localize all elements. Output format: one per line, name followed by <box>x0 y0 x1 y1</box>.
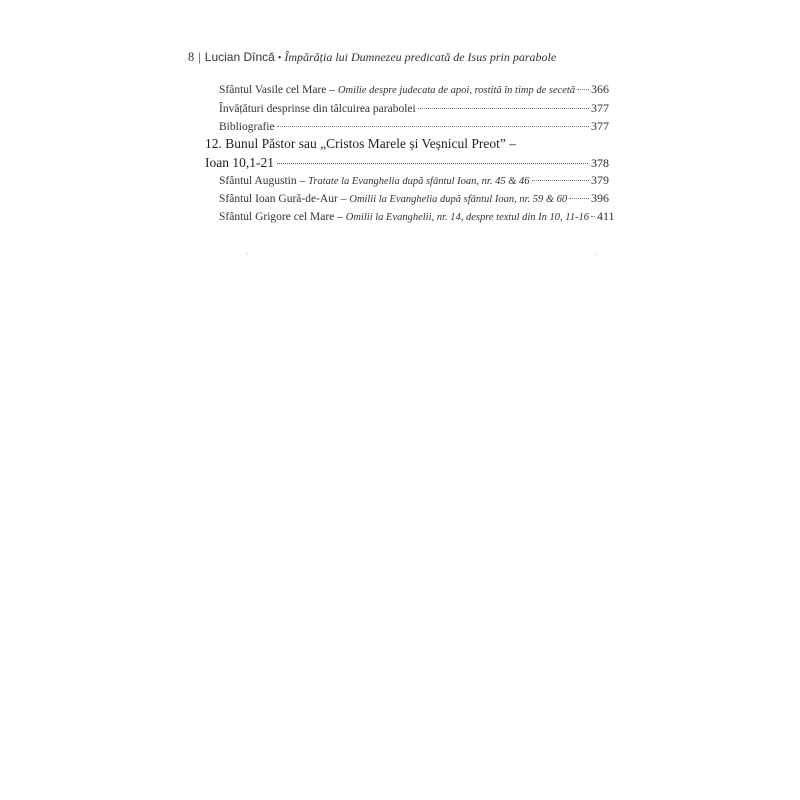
toc-entry-text <box>219 175 530 187</box>
toc-entry-author: Bibliografie <box>219 121 275 133</box>
toc-entry-work: Omilie despre judecata de apoi, rostită în timp de secetă <box>337 85 576 96</box>
toc-entry <box>219 173 609 188</box>
chapter-page: 378 <box>591 156 609 170</box>
header-divider: | <box>198 50 201 64</box>
chapter-title: 12. Bunul Păstor sau „Cristos Marele și Veșnicul Preot” – <box>205 136 516 151</box>
toc-entry-page: 377 <box>591 119 609 133</box>
toc-entry-page: 396 <box>591 191 609 205</box>
toc-entry-text <box>219 211 589 223</box>
toc-entry-text <box>219 103 416 115</box>
toc-entry-text <box>219 193 567 205</box>
print-artifact-mark: ˛ <box>246 246 249 255</box>
toc-entry <box>219 119 609 134</box>
toc-entry <box>219 101 609 116</box>
toc-entry-page: 366 <box>591 82 609 96</box>
dot-leader <box>532 180 589 181</box>
toc-entry <box>219 209 615 224</box>
toc-entry-work: Omilii la Evanghelia după sfântul Ioan, nr. 59 & 60 <box>349 194 568 205</box>
toc-entry-author: Învățături desprinse din tâlcuirea parabolei <box>219 103 416 115</box>
toc-entry <box>219 82 609 97</box>
chapter-reference: Ioan 10,1-21 <box>205 155 274 170</box>
toc-entry-page: 411 <box>597 209 615 223</box>
toc-entry <box>219 191 609 206</box>
toc-entry-work: Omilii la Evanghelii, nr. 14, despre textul din In 10, 11-16 <box>345 212 589 223</box>
toc-entry-author: Sfântul Vasile cel Mare – <box>219 84 338 96</box>
running-header <box>188 50 556 65</box>
header-separator: • <box>277 53 282 64</box>
toc-entry-page: 377 <box>591 101 609 115</box>
dot-leader <box>591 216 595 217</box>
toc-entry-author: Sfântul Augustin – <box>219 175 309 187</box>
header-author: Lucian Dîncă <box>204 50 275 64</box>
print-artifact-mark: ˌ <box>595 246 598 255</box>
toc-entry-text <box>219 121 275 133</box>
dot-leader <box>277 163 588 164</box>
dot-leader <box>569 198 589 199</box>
dot-leader <box>418 108 589 109</box>
dot-leader <box>577 89 589 90</box>
toc-entry-page: 379 <box>591 173 609 187</box>
toc-entry-work: Tratate la Evanghelia după sfântul Ioan, nr. 45 & 46 <box>308 176 530 187</box>
header-book-title: Împărăția lui Dumnezeu predicată de Isus prin parabole <box>284 50 557 64</box>
chapter-title-continued <box>205 155 609 171</box>
toc-entry-author: Sfântul Grigore cel Mare – <box>219 211 346 223</box>
toc-entry-author: Sfântul Ioan Gură-de-Aur – <box>219 193 350 205</box>
dot-leader <box>277 126 589 127</box>
toc-entry-text <box>219 84 575 96</box>
page-number: 8 <box>188 50 195 64</box>
